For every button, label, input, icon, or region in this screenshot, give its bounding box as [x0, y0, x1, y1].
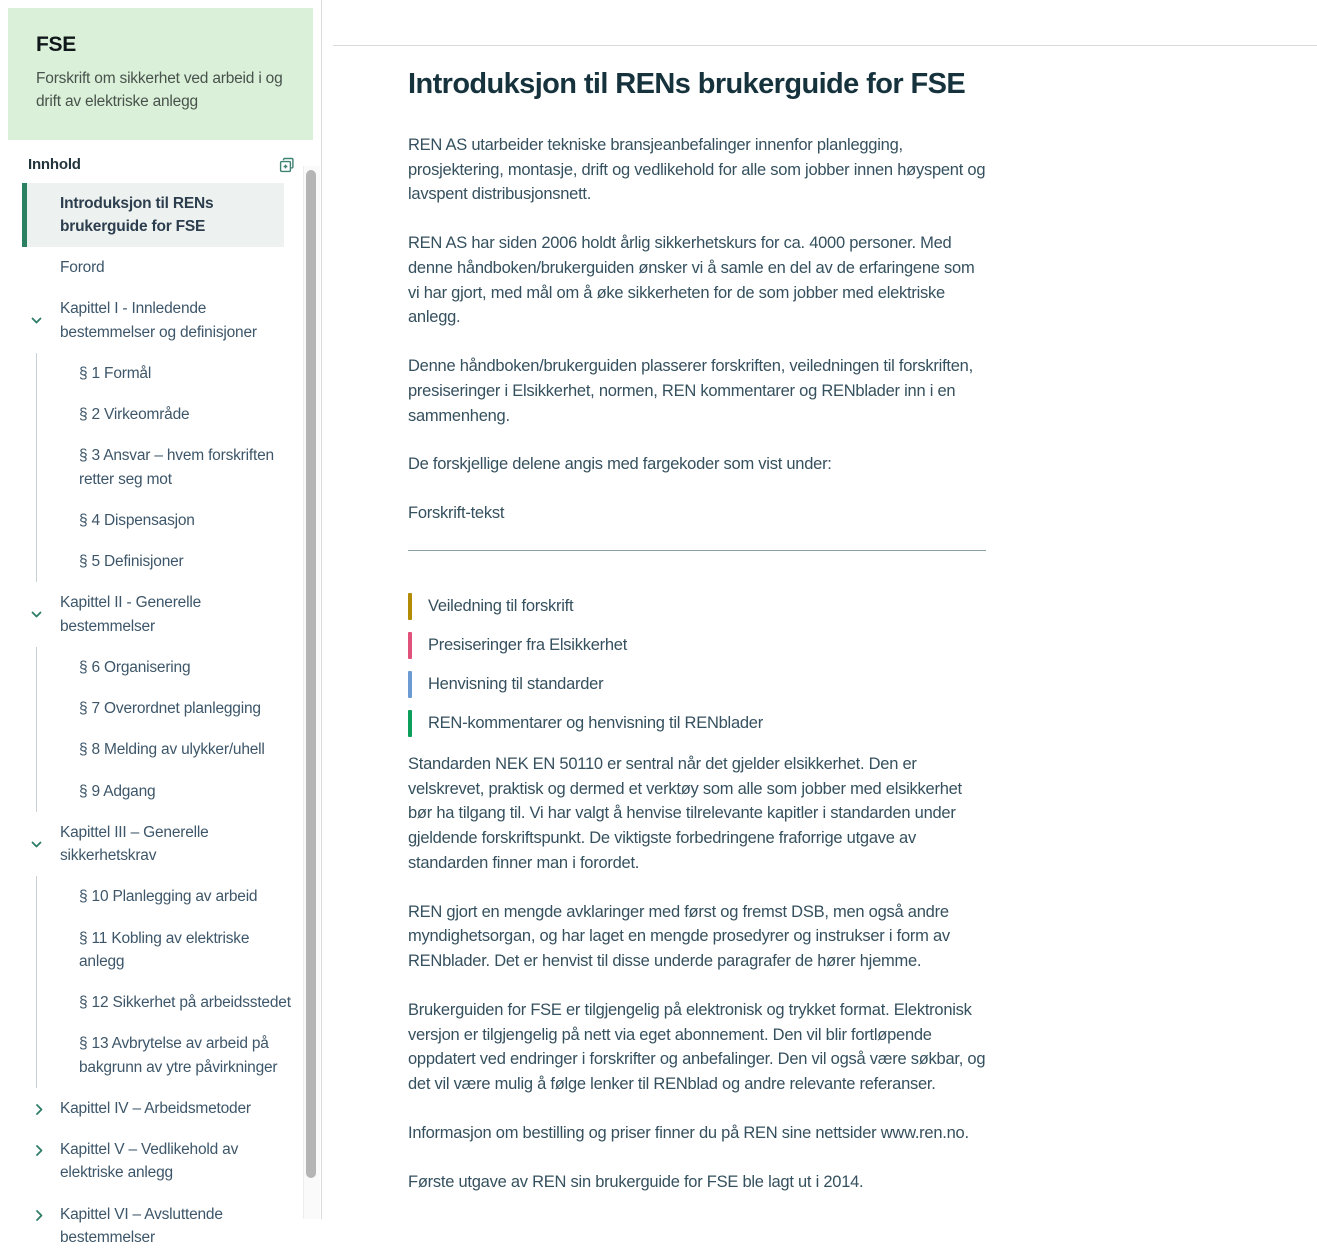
legend-item: [408, 671, 986, 698]
paragraph: Informasjon om bestilling og priser finner du på REN sine nettsider www.ren.no.: [408, 1121, 986, 1146]
toc-header: [28, 155, 297, 175]
toc-item-label: Kapittel I - Innledende bestemmelser og definisjoner: [60, 300, 257, 340]
toc-item-chapter[interactable]: [0, 582, 299, 647]
chevron-down-icon[interactable]: [30, 838, 43, 851]
toc-item-section[interactable]: [37, 435, 299, 500]
toc-item-section[interactable]: [37, 688, 299, 729]
page-title: Introduksjon til RENs brukerguide for FSE: [408, 62, 986, 107]
intro-paragraphs: [408, 133, 986, 526]
sidebar: [0, 0, 321, 1219]
toc-item-section[interactable]: [37, 394, 299, 435]
toc-item-label: § 6 Organisering: [79, 659, 190, 676]
toc-item-section[interactable]: [37, 353, 299, 394]
app-title: FSE: [36, 33, 285, 57]
toc-item-label: § 5 Definisjoner: [79, 553, 184, 570]
toc-item-label: § 8 Melding av ulykker/uhell: [79, 741, 265, 758]
toc-item-chapter[interactable]: [0, 1088, 299, 1129]
toc-subgroup: [36, 647, 299, 812]
toc-subgroup: [36, 353, 299, 583]
color-code-legend: [408, 593, 986, 737]
toc-item-label: § 10 Planlegging av arbeid: [79, 888, 257, 905]
toc-item-label: Kapittel II - Generelle bestemmelser: [60, 594, 201, 634]
chevron-right-icon[interactable]: [33, 1103, 46, 1116]
paragraph: Denne håndboken/brukerguiden plasserer forskriften, veiledningen til forskriften, presiseringer i Elsikkerhet, normen, REN kommentarer og RENblader inn i en sammenheng.: [408, 354, 986, 428]
section-divider: [408, 550, 986, 551]
toc-item-label: § 7 Overordnet planlegging: [79, 700, 261, 717]
paragraph: REN gjort en mengde avklaringer med først og fremst DSB, men også andre myndighetsorgan, og har laget en mengde prosedyrer og instrukser i form av RENblader. Det er henvist til disse underde paragrafer de hører hjemme.: [408, 900, 986, 974]
paragraph: Forskrift-tekst: [408, 501, 986, 526]
toc-item-label: § 9 Adgang: [79, 783, 155, 800]
chevron-right-icon[interactable]: [33, 1144, 46, 1157]
expand-all-button[interactable]: [277, 155, 297, 175]
main-content: [408, 46, 986, 1218]
paragraph: REN AS har siden 2006 holdt årlig sikkerhetskurs for ca. 4000 personer. Med denne håndboken/brukerguiden ønsker vi å samle en del av de erfaringene som vi har gjort, med mål om å øke sikkerheten for de som jobber med elektriske anlegg.: [408, 231, 986, 330]
toc-heading: Innhold: [28, 156, 81, 173]
paragraph: Standarden NEK EN 50110 er sentral når det gjelder elsikkerhet. Den er velskrevet, praktisk og dermed et verktøy som alle som jobber med elsikkerhet bør ha tilgang til. Vi har valgt å henvise tilrelevante kapitler i standarden under gjeldende forskriftspunkt. De viktigste forbedringene fraforrige utgave av standarden finner man i forordet.: [408, 752, 986, 876]
toc-item-section[interactable]: [37, 918, 299, 983]
sidebar-scrollbar[interactable]: [303, 166, 320, 1219]
toc-item-section[interactable]: [37, 982, 299, 1023]
sidebar-scrollbar-thumb[interactable]: [306, 170, 316, 1178]
paragraph: De forskjellige delene angis med fargekoder som vist under:: [408, 452, 986, 477]
chevron-down-icon[interactable]: [30, 314, 43, 327]
legend-label: Veiledning til forskrift: [412, 593, 573, 620]
chevron-down-icon[interactable]: [30, 608, 43, 621]
toc-item-chapter[interactable]: [0, 1194, 299, 1258]
legend-item: [408, 593, 986, 620]
toc-item-label: § 3 Ansvar – hvem forskriften retter seg mot: [79, 447, 274, 487]
toc-item-label: Kapittel V – Vedlikehold av elektriske anlegg: [60, 1141, 238, 1181]
toc-item-label: Forord: [60, 259, 104, 276]
toc-item-label: § 2 Virkeområde: [79, 406, 189, 423]
toc-item-section[interactable]: [37, 500, 299, 541]
toc-item-section[interactable]: [37, 876, 299, 917]
toc-item-section[interactable]: [37, 647, 299, 688]
toc-item-section[interactable]: [37, 729, 299, 770]
toc-list: [0, 183, 321, 1258]
toc-item-label: Introduksjon til RENs brukerguide for FSE: [60, 195, 213, 235]
sidebar-content-divider: [321, 0, 322, 1219]
paragraph: REN AS utarbeider tekniske bransjeanbefalinger innenfor planlegging, prosjektering, montasje, drift og vedlikehold for alle som jobber innen høyspent og lavspent distribusjonsnett.: [408, 133, 986, 207]
sidebar-header: [8, 8, 313, 140]
toc-item-chapter[interactable]: [0, 247, 299, 288]
toc-item-label: Kapittel III – Generelle sikkerhetskrav: [60, 824, 209, 864]
paragraph: Første utgave av REN sin brukerguide for FSE ble lagt ut i 2014.: [408, 1170, 986, 1195]
legend-item: [408, 632, 986, 659]
legend-label: REN-kommentarer og henvisning til RENblader: [412, 710, 763, 737]
toc-subgroup: [36, 876, 299, 1088]
toc-item-label: § 4 Dispensasjon: [79, 512, 195, 529]
legend-item: [408, 710, 986, 737]
toc-item-label: Kapittel IV – Arbeidsmetoder: [60, 1100, 251, 1117]
toc-item-label: § 12 Sikkerhet på arbeidsstedet: [79, 994, 291, 1011]
toc-item-label: § 13 Avbrytelse av arbeid på bakgrunn av ytre påvirkninger: [79, 1035, 277, 1075]
toc-item-chapter[interactable]: [22, 183, 284, 248]
toc-item-section[interactable]: [37, 1023, 299, 1088]
body-paragraphs: [408, 752, 986, 1195]
paragraph: Brukerguiden for FSE er tilgjengelig på elektronisk og trykket format. Elektronisk versjon er tilgjengelig på nett via eget abonnement. Den vil blir fortløpende oppdatert ved endringer i forskrifter og anbefalinger. Den vil også være søkbar, og det vil være mulig å følge lenker til RENblad og andre relevante referanser.: [408, 998, 986, 1097]
toc-item-chapter[interactable]: [0, 288, 299, 353]
legend-label: Presiseringer fra Elsikkerhet: [412, 632, 627, 659]
toc-item-label: Kapittel VI – Avsluttende bestemmelser: [60, 1206, 223, 1246]
chevron-right-icon[interactable]: [33, 1209, 46, 1222]
toc-item-section[interactable]: [37, 771, 299, 812]
toc-item-label: § 11 Kobling av elektriske anlegg: [79, 930, 249, 970]
toc-item-chapter[interactable]: [0, 812, 299, 877]
expand-all-icon: [279, 161, 295, 176]
toc-item-section[interactable]: [37, 541, 299, 582]
app-subtitle: Forskrift om sikkerhet ved arbeid i og drift av elektriske anlegg: [36, 67, 285, 114]
toc-item-chapter[interactable]: [0, 1129, 299, 1194]
toc-item-label: § 1 Formål: [79, 365, 151, 382]
legend-label: Henvisning til standarder: [412, 671, 603, 698]
